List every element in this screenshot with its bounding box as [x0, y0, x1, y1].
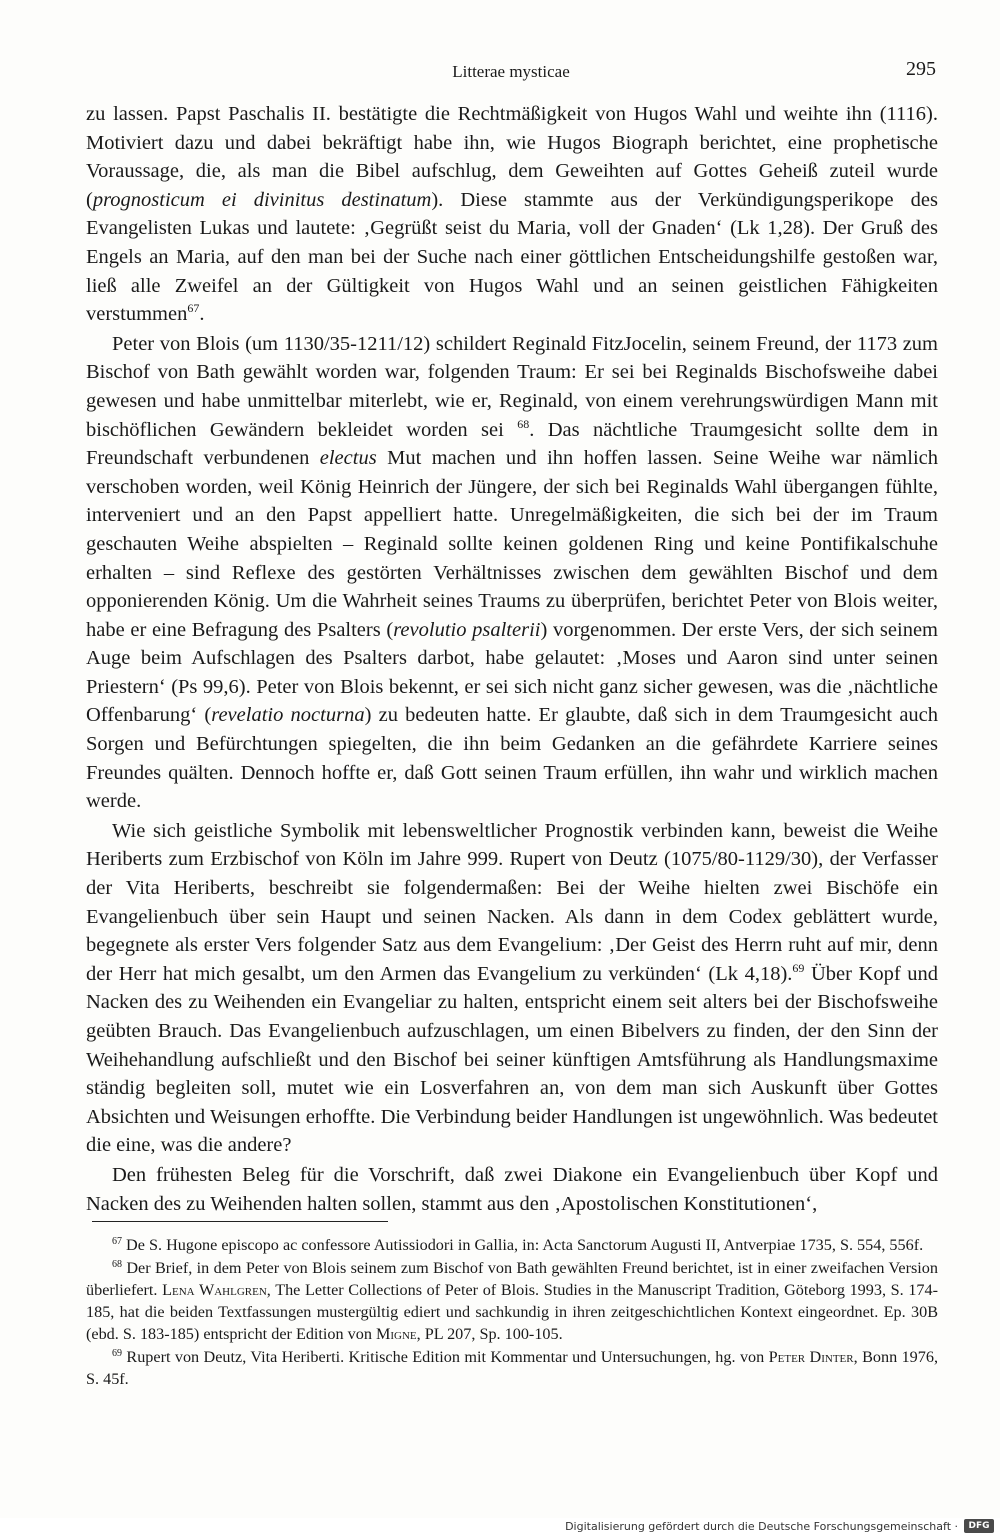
dfg-logo-icon: DFG: [964, 1519, 994, 1533]
body-text: [86, 100, 938, 1218]
footnote-67: $^{67}$ De S. Hugone episcopo ac confessore Autissiodori in Gallia, in: Acta Sanctorum Augusti II, Antverpiae 1735, S. 554, 556f.: [112, 1236, 924, 1254]
latin-phrase: prognosticum ei divinitus destinatum: [92, 188, 432, 211]
author-name: Migne: [375, 1325, 417, 1343]
paragraph-3: Wie sich geistliche Symbolik mit lebensweltlicher Prognostik verbinden kann, beweist die Weihe Heriberts zum Erzbischof von Köln im Jahre 999. Rupert von Deutz (1075/80-1129/30), der Verfasser der Vita Heriberts, beschreibt sie folgendermaßen: Bei der Weihe hielten zwei Bischöfe ein Evangelienbuch über sein Haupt und seinen Nacken. Als dann in dem Codex geblättert wurde, begegnete als erster Vers folgender Satz aus dem Evangelium: ‚Der Geist des Herrn ruht auf mir, denn der Herr hat mich gesalbt, um den Armen das Evangelium zu verkünden‘ (Lk 4,18).$^{69}$ Über Kopf und Nacken des zu Weihenden ein Evangeliar zu halten, entspricht einem seit alters bei der Bischofsweihe geübten Brauch. Das Evangelienbuch aufzuschlagen, um einen Bibelvers zu finden, der den Sinn der Weihehandlung aufschließt und den Bischof bei seiner künftigen Amtsführung als Handlungsmaxime ständig begleiten soll, mutet wie ein Losverfahren an, von dem man sich Auskunft über Gottes Absichten und Weisungen erhoffte. Die Verbindung beider Handlungen ist ungewöhnlich. Was bedeutet die eine, was die andere?: [86, 819, 938, 1157]
footnotes: [86, 1234, 938, 1391]
footnote-number: 69: [112, 1348, 122, 1359]
paragraph-1: zu lassen. Papst Paschalis II. bestätigte die Rechtmäßigkeit von Hugos Wahl und weihte ihn (1116). Motiviert dazu und dabei bekräftigt habe ihn, wie Hugos Biograph berichtet, eine prophetische Voraussage, die, als man die Bibel aufschlug, dem Geweihten auf Gottes Geheiß zuteil wurde (prognosticum ei divinitus destinatum). Diese stammte aus der Verkündigungsperikope des Evangelisten Lukas und lautete: ‚Gegrüßt seist du Maria, voll der Gnaden‘ (Lk 1,28). Der Gruß des Engels an Maria, auf den man bei der Suche nach einer göttlichen Entscheidungshilfe gestoßen war, ließ alle Zweifel an der Gültigkeit von Hugos Wahl und an seinen geistlichen Fähigkeiten verstummen$^{67}$.: [86, 103, 938, 326]
footnote-divider: [92, 1221, 388, 1222]
footnote-number: 67: [112, 1236, 122, 1247]
footnote-ref-68: 68: [517, 416, 530, 431]
paragraph-2: Peter von Blois (um 1130/35-1211/12) schildert Reginald FitzJocelin, seinem Freund, der 1173 zum Bischof von Bath gewählt worden war, folgenden Traum: Er sei bei Reginalds Bischofsweihe dabei gewesen und habe unmittelbar miterlebt, wie er, Reginald, von einem verehrungswürdigen Mann mit bischöflichen Gewändern bekleidet worden sei $^{68}$. Das nächtliche Traumgesicht sollte dem in Freundschaft verbundenen electus Mut machen und ihn hoffen lassen. Seine Weihe war nämlich verschoben worden, weil König Heinrich der Jüngere, der sich bei Reginalds Wahl übergangen fühlte, interveniert und an den Papst appelliert hatte. Unregelmäßigkeiten, die sich bei der im Traum geschauten Weihe abspielten – Reginald sollte keinen goldenen Ring und keine Pontifikalschuhe erhalten – sind Reflexe des gestörten Verhältnisses zwischen dem gewählten Bischof und dem opponierenden König. Um die Wahrheit seines Traums zu überprüfen, berichtet Peter von Blois weiter, habe er eine Befragung des Psalters (revolutio psalterii) vorgenommen. Der erste Vers, der sich seinem Auge beim Aufschlagen des Psalters darbot, habe gelautet: ‚Moses und Aaron sind unter seinen Priestern‘ (Ps 99,6). Peter von Blois bekennt, er sei sich nicht ganz sicher gewesen, was die ‚nächtliche Offenbarung‘ (revelatio nocturna) zu bedeuten hatte. Er glaubte, daß sich in dem Traumgesicht auch Sorgen und Befürchtungen spiegelten, die ihn beim Gedanken an die gefährdete Karriere seines Freundes quälten. Dennoch hoffte er, daß Gott seinen Traum erfüllen, ihn wahr und wirklich machen werde.: [86, 332, 939, 813]
footnote-69: $^{69}$ Rupert von Deutz, Vita Heriberti. Kritische Edition mit Kommentar und Untersuchungen, hg. von Peter Dinter, Bonn 1976, S. 45f.: [86, 1348, 938, 1388]
digitization-footer: [0, 1518, 1000, 1536]
author-name: Peter Dinter: [768, 1348, 854, 1366]
paragraph-4: Den frühesten Beleg für die Vorschrift, daß zwei Diakone ein Evangelienbuch über Kopf und Nacken des zu Weihenden halten sollen, stammt aus den ‚Apostolischen Konstitutionen‘,: [86, 1163, 938, 1215]
footnote-ref-69: 69: [792, 960, 805, 975]
footnote-68: $^{68}$ Der Brief, in dem Peter von Blois seinem zum Bischof von Bath gewählten Freund berichtet, ist in einer zweifachen Version überliefert. Lena Wahlgren, The Letter Collections of Peter of Blois. Studies in the Manuscript Tradition, Göteborg 1993, S. 174-185, hat die beiden Textfassungen mustergültig ediert und sachkundig in ihren zeitgeschichtlichen Kontext eingeordnet. Ep. 30B (ebd. S. 183-185) entspricht der Edition von Migne, PL 207, Sp. 100-105.: [86, 1259, 939, 1343]
page-header: [86, 58, 936, 88]
latin-phrase: electus: [319, 447, 377, 470]
latin-phrase: revelatio nocturna: [211, 704, 365, 727]
funding-notice: Digitalisierung gefördert durch die Deutsche Forschungsgemeinschaft ·: [565, 1520, 958, 1533]
footnote-number: 68: [112, 1259, 122, 1270]
running-title: Litterae mysticae: [452, 62, 570, 81]
footnote-ref-67: 67: [187, 301, 200, 316]
page-number: 295: [906, 58, 936, 80]
author-name: Lena Wahlgren: [162, 1281, 267, 1299]
latin-phrase: revolutio psalterii: [393, 618, 541, 641]
